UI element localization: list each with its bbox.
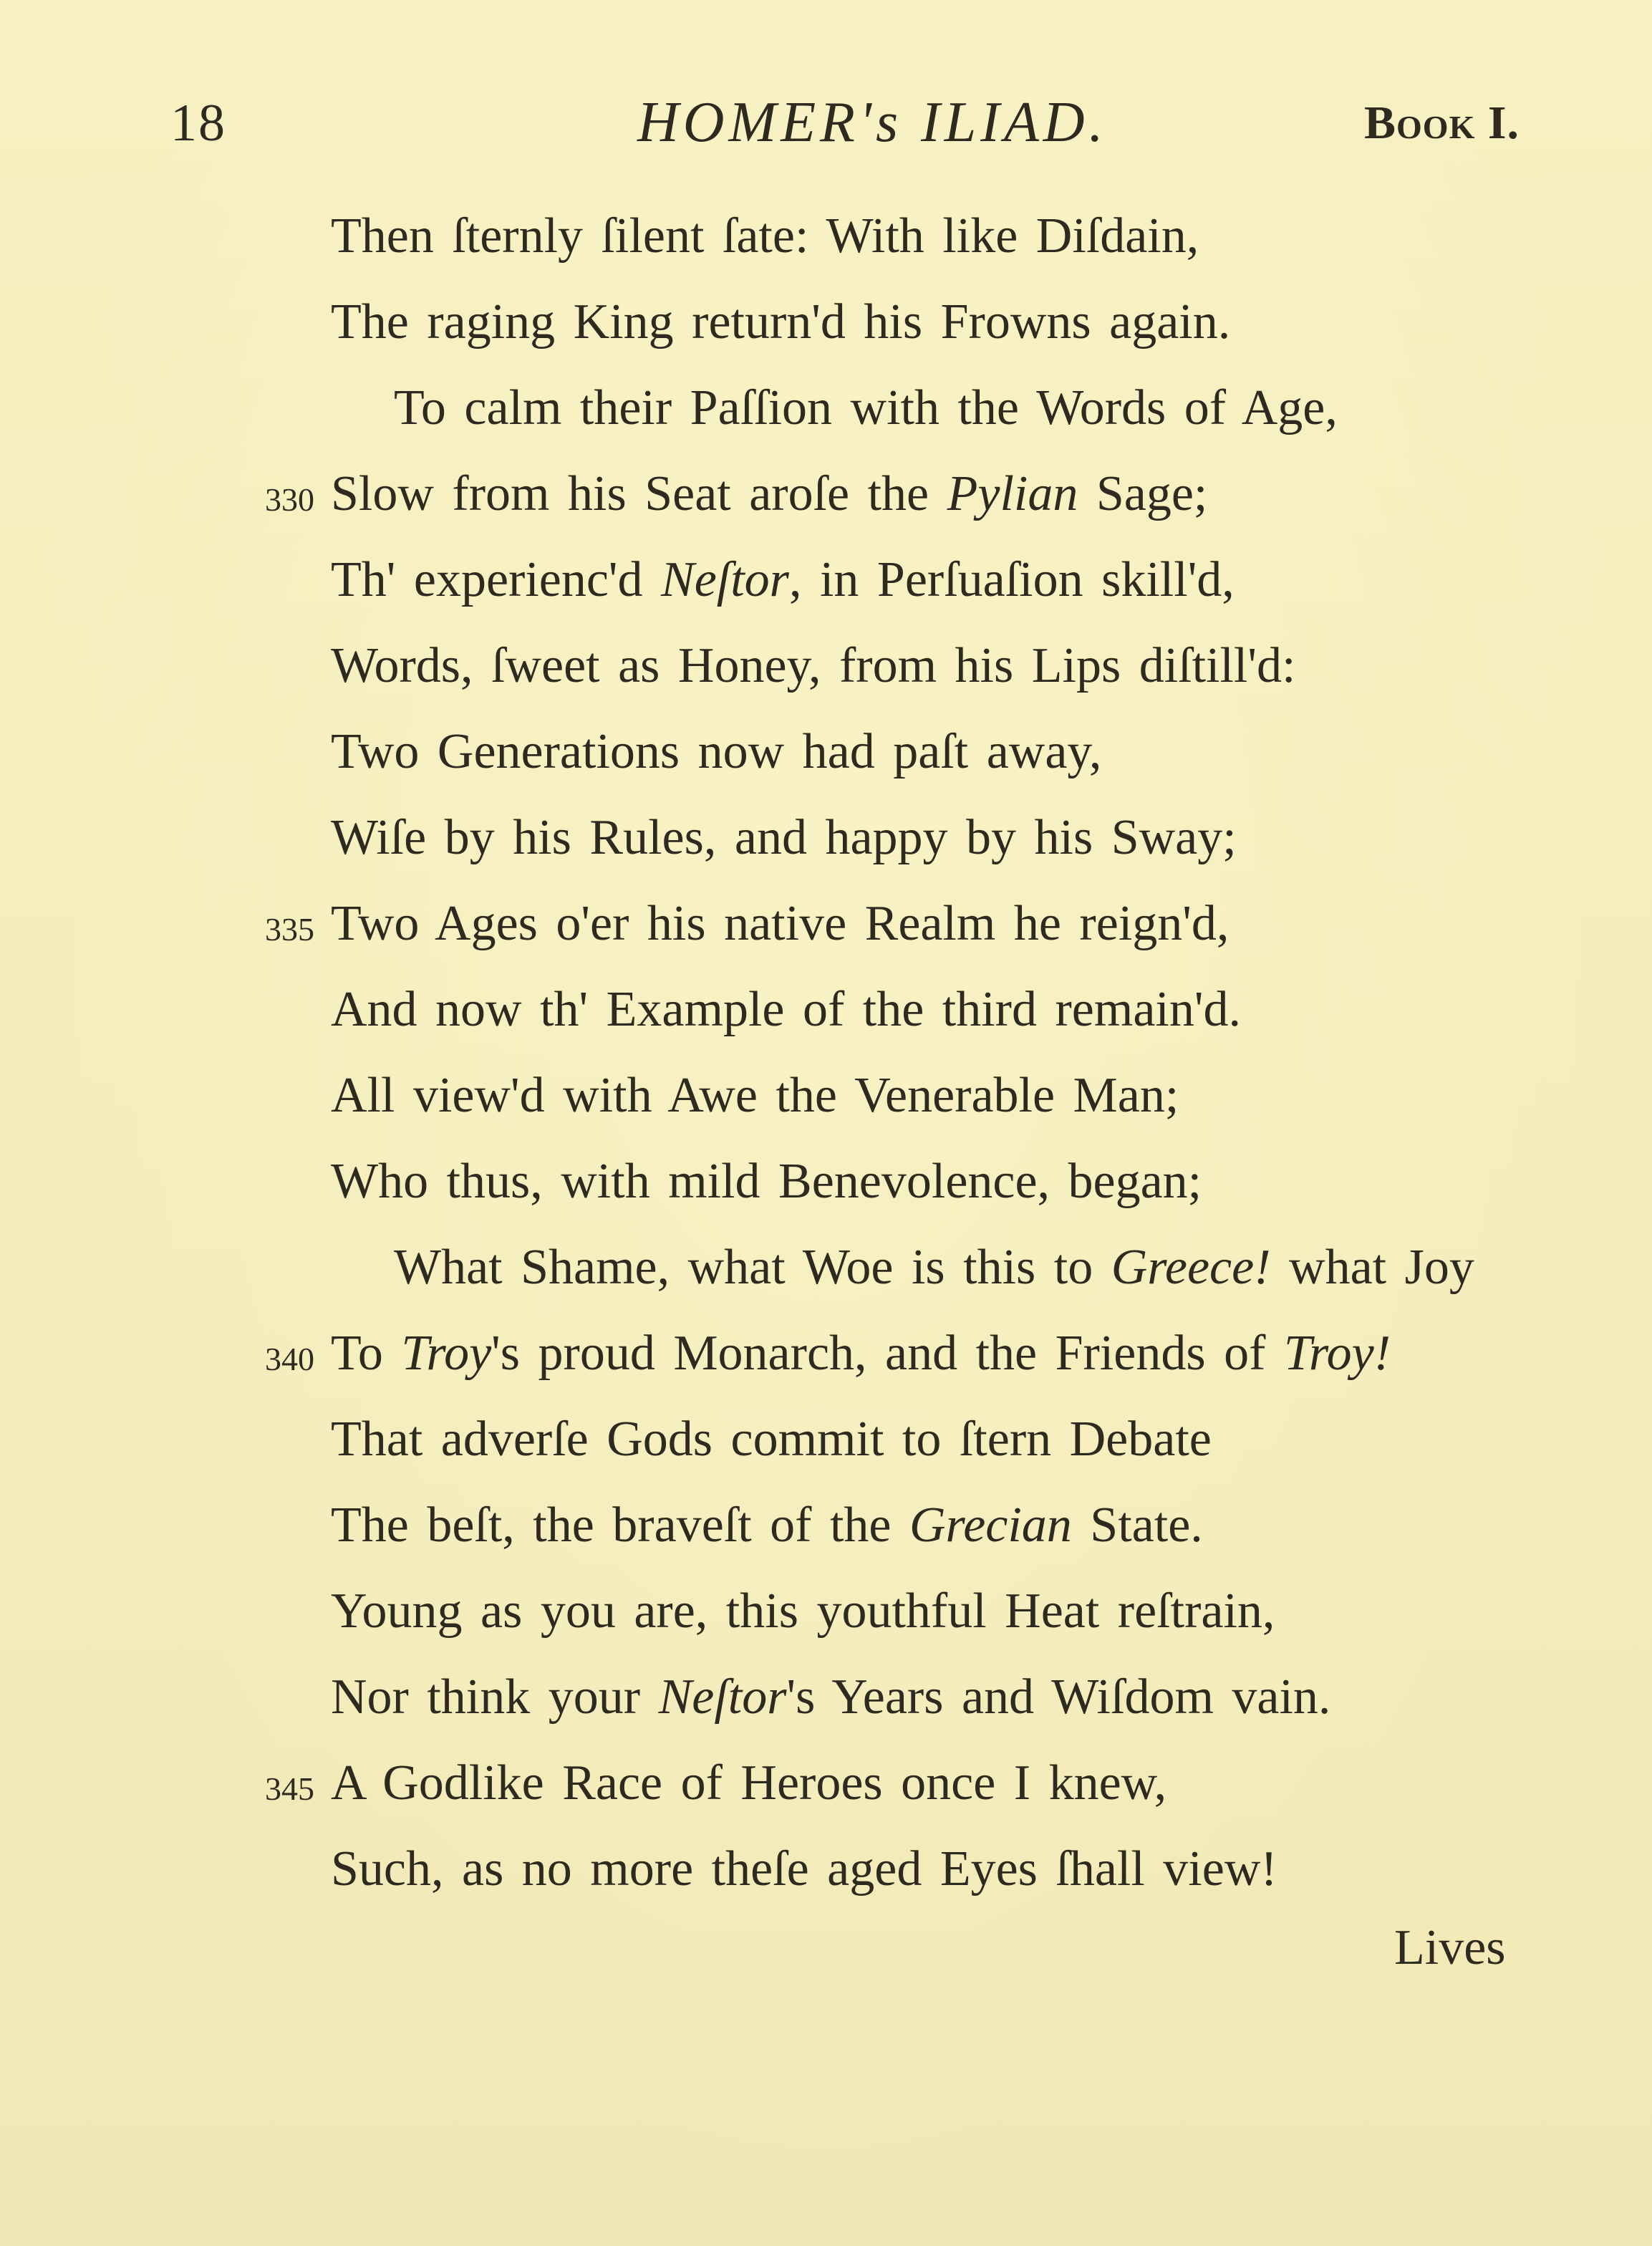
verse-line [0,709,1652,795]
verse-segment: , in Perſuaſion skill'd, [788,552,1235,607]
verse-text [331,1826,1277,1912]
verse-text [331,193,1199,279]
verse-line [0,537,1652,623]
verse-text [331,1568,1275,1654]
verse-segment: what Joy [1270,1240,1474,1295]
verse-segment: Two Generations now had paſt away, [331,724,1102,779]
italic-name: Neſtor [661,552,789,607]
verse-text [331,279,1230,365]
verse-text [331,881,1229,967]
italic-name: Pylian [947,466,1078,521]
verse-line [0,193,1652,279]
verse-segment: Young as you are, this youthful Heat reſtrain, [331,1584,1275,1639]
verse-text [331,537,1235,623]
italic-name: Greece! [1111,1240,1271,1295]
verse-line [0,1740,1652,1826]
italic-name: Troy [401,1326,492,1381]
verse-segment: Th' experienc'd [331,552,662,607]
book-marker: Book I. [1364,97,1520,149]
verse-line [0,795,1652,881]
verse-segment: What Shame, what Woe is this to [394,1240,1111,1295]
verse-text [331,1654,1330,1740]
verse-line [0,881,1652,967]
verse-text [331,795,1237,881]
verse-text [394,365,1338,451]
verse-text [331,1311,1391,1397]
verse-text [331,623,1295,709]
page-header [0,86,1652,165]
verse-segment: Sage; [1078,466,1208,521]
running-title: HOMER's ILIAD. [637,91,1108,154]
verse-line [0,1568,1652,1654]
verse-segment: Words, ſweet as Honey, from his Lips diſtill'd: [331,638,1296,693]
verse-line [0,1225,1652,1311]
verse-segment: Who thus, with mild Benevolence, began; [331,1154,1202,1209]
verse-line [0,1053,1652,1139]
line-number: 345 [265,1770,314,1807]
verse-line [0,623,1652,709]
verse-text [331,967,1241,1053]
verse-line [0,1483,1652,1568]
verse-segment: That adverſe Gods commit to ſtern Debate [331,1412,1212,1467]
verse-line [0,1397,1652,1483]
verse-segment: State. [1071,1498,1203,1553]
verse-text [331,709,1101,795]
line-number: 330 [265,481,314,518]
verse-segment: Then ſternly ſilent ſate: With like Diſdain, [331,208,1199,264]
line-number: 335 [265,911,314,948]
verse-segment: And now th' Example of the third remain'd. [331,982,1241,1037]
verse-segment: Slow from his Seat aroſe the [331,466,947,521]
verse-segment: Wiſe by his Rules, and happy by his Sway; [331,810,1237,865]
italic-name: Troy! [1283,1326,1391,1381]
verse-segment: 's proud Monarch, and the Friends of [491,1326,1284,1381]
verse-segment: Nor think your [331,1669,659,1725]
verse-line [0,451,1652,537]
verse-segment: Two Ages o'er his native Realm he reign'd, [331,896,1230,951]
verse-segment: 's Years and Wiſdom vain. [786,1669,1331,1725]
italic-name: Grecian [909,1498,1072,1553]
verse-line [0,1654,1652,1740]
verse-text [331,1483,1203,1568]
verse-line [0,365,1652,451]
italic-name: Neſtor [658,1669,787,1725]
verse-line [0,967,1652,1053]
verse-segment: All view'd with Awe the Venerable Man; [331,1068,1179,1123]
verse-segment: Such, as no more theſe aged Eyes ſhall view! [331,1841,1277,1896]
verse-text [331,451,1207,537]
verse-text [331,1139,1202,1225]
verse-segment: The beſt, the braveſt of the [331,1498,909,1553]
verse-segment: The raging King return'd his Frowns again. [331,294,1231,350]
verse-block [0,193,1652,1912]
verse-line [0,279,1652,365]
verse-segment: A Godlike Race of Heroes once I knew, [331,1755,1167,1811]
catchword: Lives [1394,1920,1506,1975]
verse-line [0,1311,1652,1397]
verse-text [331,1397,1212,1483]
verse-segment: To calm their Paſſion with the Words of Age, [394,380,1338,435]
line-number: 340 [265,1341,314,1377]
verse-line [0,1826,1652,1912]
verse-line [0,1139,1652,1225]
verse-segment: To [331,1326,402,1381]
page-number: 18 [170,94,226,153]
verse-text [331,1740,1166,1826]
verse-text [394,1225,1474,1311]
verse-text [331,1053,1179,1139]
